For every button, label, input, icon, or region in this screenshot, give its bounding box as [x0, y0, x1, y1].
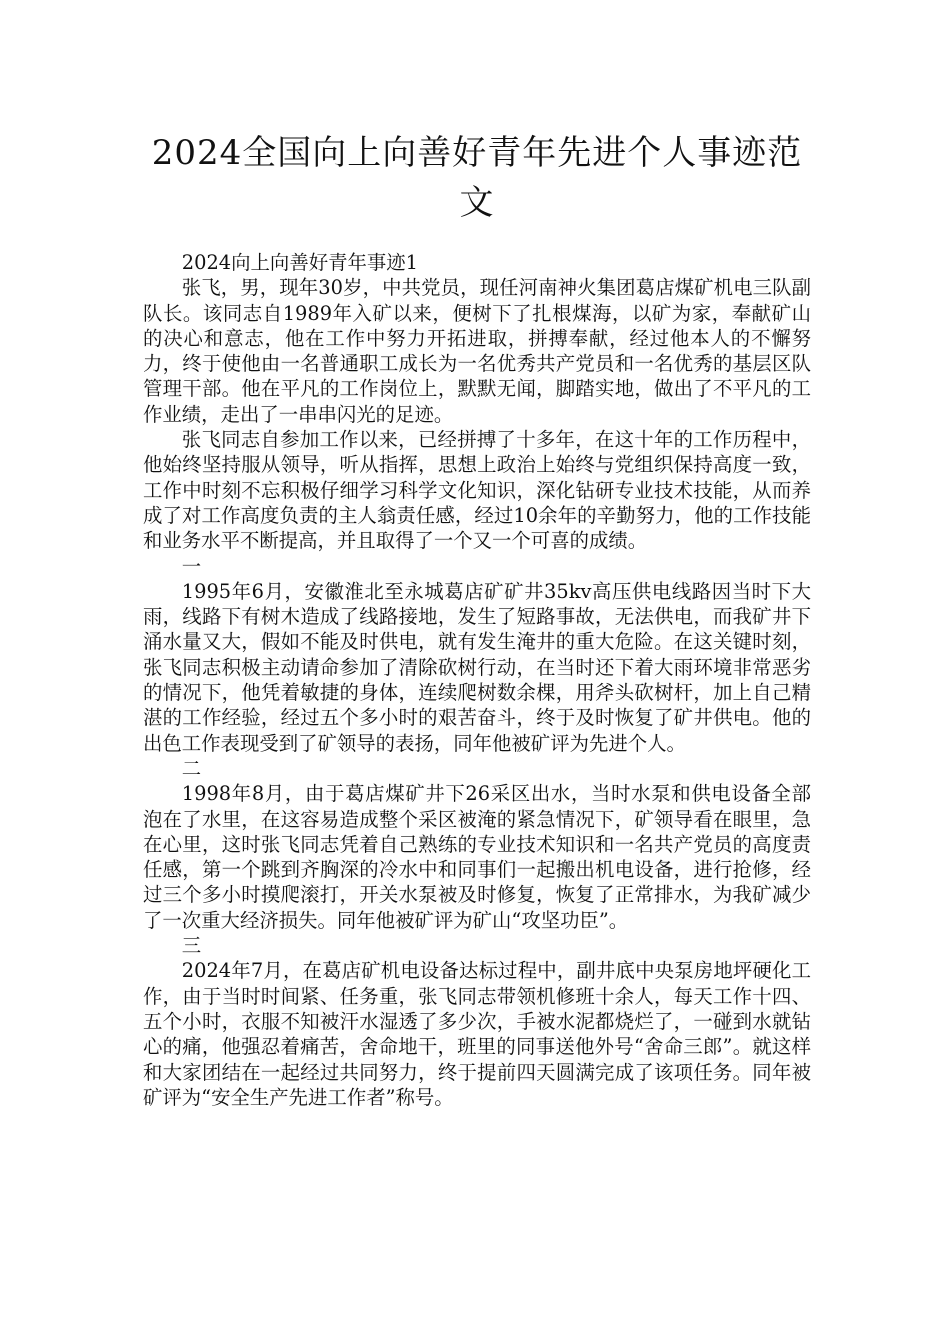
section-number: 二 [181, 756, 202, 780]
section-number: 三 [181, 934, 202, 958]
paragraph: 1998年8月，由于葛店煤矿井下26采区出水，当时水泵和供电设备全部泡在了水里，在这容易造成整个采区被淹的紧急情况下，矿领导看在眼里，急在心里，这时张飞同志凭着自己熟练的专业技术知识和一名共产党员的高度责任感，第一个跳到齐胸深的冷水中和同事们一起搬出机电设备，进行抢修，经过三个多小时摸爬滚打，开关水泵被及时修复，恢复了正常排水，为我矿减少了一次重大经济损失。同年他被矿评为矿山“攻坚功臣”。 [143, 782, 811, 932]
paragraph: 张飞同志自参加工作以来，已经拼搏了十多年，在这十年的工作历程中，他始终坚持服从领导，听从指挥，思想上政治上始终与党组织保持高度一致，工作中时刻不忘积极仔细学习科学文化知识，深化钻研专业技术技能，从而养成了对工作高度负责的主人翁责任感，经过10余年的辛勤努力，他的工作技能和业务水平不断提高，并且取得了一个又一个可喜的成绩。 [143, 428, 811, 553]
paragraph: 张飞，男，现年30岁，中共党员，现任河南神火集团葛店煤矿机电三队副队长。该同志自1989年入矿以来，便树下了扎根煤海，以矿为家，奉献矿山的决心和意志，他在工作中努力开拓进取，拼搏奉献，经过他本人的不懈努力，终于使他由一名普通职工成长为一名优秀共产党员和一名优秀的基层区队管理干部。他在平凡的工作岗位上，默默无闻，脚踏实地，做出了不平凡的工作业绩，走出了一串串闪光的足迹。 [143, 276, 811, 426]
paragraph: 1995年6月，安徽淮北至永城葛店矿矿井35kv高压供电线路因当时下大雨，线路下有树木造成了线路接地，发生了短路事故，无法供电，而我矿井下涌水量又大，假如不能及时供电，就有发生淹井的重大危险。在这关键时刻，张飞同志积极主动请命参加了清除砍树行动，在当时还下着大雨环境非常恶劣的情况下，他凭着敏捷的身体，连续爬树数余棵，用斧头砍树杆，加上自己精湛的工作经验，经过五个多小时的艰苦奋斗，终于及时恢复了矿井供电。他的出色工作表现受到了矿领导的表扬，同年他被矿评为先进个人。 [143, 579, 811, 755]
document-page [143, 128, 811, 1110]
section-number: 一 [181, 554, 202, 578]
section-heading: 2024向上向善好青年事迹1 [181, 251, 418, 274]
document-title: 2024全国向上向善好青年先进个人事迹范文 [151, 133, 803, 223]
document-body [143, 250, 811, 1110]
paragraph: 2024年7月，在葛店矿机电设备达标过程中，副井底中央泵房地坪硬化工作，由于当时时间紧、任务重，张飞同志带领机修班十余人，每天工作十四、五个小时，衣服不知被汗水湿透了多少次，手被水泥都烧烂了，一碰到水就钻心的痛，他强忍着痛苦，舍命地干，班里的同事送他外号“舍命三郎”。就这样和大家团结在一起经过共同努力，终于提前四天圆满完成了该项任务。同年被矿评为“安全生产先进工作者”称号。 [143, 959, 811, 1109]
